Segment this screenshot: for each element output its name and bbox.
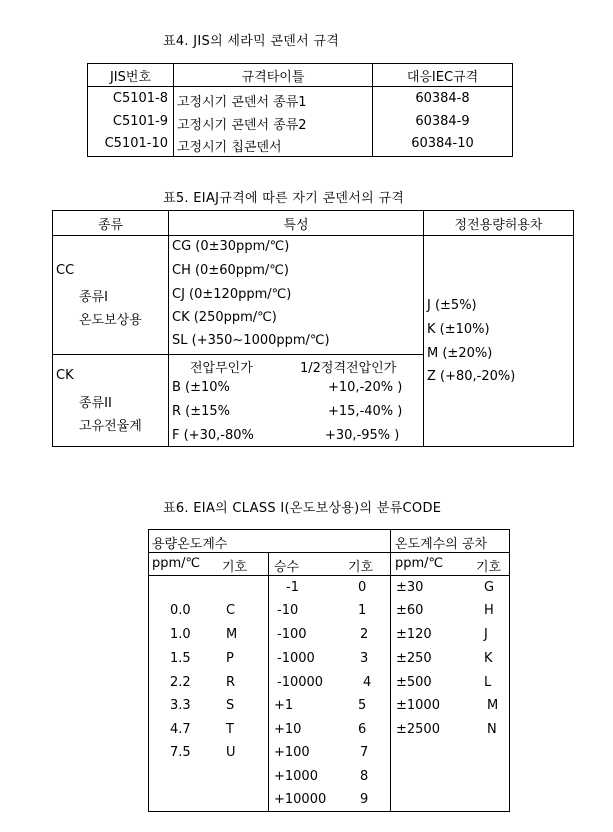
- tolerance-code: N: [487, 722, 497, 737]
- tolerance-value: ±2500: [396, 722, 440, 737]
- table4-cell-title: 고정시기 콘덴서 종류1: [177, 95, 307, 110]
- table4-cell-iec: 60384-9: [415, 114, 470, 129]
- tolerance-value: ±1000: [396, 698, 440, 713]
- cc-characteristic: SL (+350~1000ppm/℃): [172, 333, 330, 348]
- multiplier-value: +1000: [274, 769, 318, 784]
- table6-header-coefficient: 용량온도계수: [152, 537, 228, 552]
- coefficient-value: 1.5: [170, 651, 191, 666]
- table6-caption: 표6. EIA의 CLASS I(온도보상용)의 분류CODE: [163, 501, 442, 516]
- table4-cell-jis: C5101-8: [112, 91, 168, 106]
- table5-header-type: 종류: [97, 218, 124, 233]
- table6-sub-ppm: ppm/℃: [152, 556, 201, 571]
- table4-cell-title: 고정시기 칩콘덴서: [177, 140, 282, 155]
- coefficient-code: U: [226, 745, 236, 760]
- coefficient-code: M: [226, 627, 238, 642]
- coefficient-value: 3.3: [170, 698, 191, 713]
- ck-type-code: CK: [56, 368, 74, 383]
- tolerance-item: M (±20%): [427, 346, 493, 361]
- coefficient-value: 7.5: [170, 745, 191, 760]
- cc-characteristic: CG (0±30ppm/℃): [172, 239, 290, 254]
- table4-caption: 표4. JIS의 세라믹 콘덴서 규격: [163, 34, 340, 49]
- ck-type-class: 종류II: [79, 396, 112, 411]
- table6-sub-code: 기호: [222, 560, 248, 575]
- tolerance-code: G: [484, 580, 495, 595]
- ck-no-voltage-value: B (±10%: [172, 380, 230, 395]
- tolerance-code: L: [484, 675, 492, 690]
- tolerance-value: ±250: [396, 651, 432, 666]
- ck-no-voltage-value: R (±15%: [172, 404, 231, 419]
- table6-sub-multiplier-code: 기호: [348, 560, 374, 575]
- multiplier-code: 4: [363, 675, 372, 690]
- tolerance-item: J (±5%): [427, 298, 477, 313]
- multiplier-value: +10000: [274, 792, 327, 807]
- tolerance-value: ±30: [396, 580, 424, 595]
- tolerance-value: ±120: [396, 627, 432, 642]
- multiplier-code: 3: [360, 651, 369, 666]
- coefficient-code: S: [226, 698, 235, 713]
- multiplier-value: +100: [274, 745, 310, 760]
- multiplier-value: +1: [274, 698, 294, 713]
- tolerance-code: J: [484, 627, 488, 642]
- tolerance-code: K: [484, 651, 493, 666]
- table5-header-tolerance: 정전용량허용차: [454, 218, 543, 233]
- tolerance-value: ±60: [396, 603, 424, 618]
- table4-header-iec: 대응IEC규격: [406, 70, 479, 85]
- table4-cell-iec: 60384-10: [411, 136, 474, 151]
- table4-cell-jis: C5101-9: [112, 114, 168, 129]
- coefficient-code: R: [226, 675, 236, 690]
- multiplier-value: +10: [274, 722, 302, 737]
- multiplier-code: 9: [360, 792, 369, 807]
- multiplier-value: -1: [286, 580, 299, 595]
- tolerance-item: Z (+80,-20%): [427, 369, 516, 384]
- cc-characteristic: CJ (0±120ppm/℃): [172, 287, 292, 302]
- table4-cell-title: 고정시기 콘덴서 종류2: [177, 118, 307, 133]
- tolerance-code: M: [487, 698, 499, 713]
- ck-subheader-half-voltage: 1/2정격전압인가: [300, 361, 397, 376]
- coefficient-value: 0.0: [170, 603, 191, 618]
- multiplier-value: -10000: [277, 675, 324, 690]
- table4-cell-jis: C5101-10: [104, 136, 168, 151]
- tolerance-value: ±500: [396, 675, 432, 690]
- ck-half-voltage-value: +30,-95% ): [325, 428, 400, 443]
- table6-sub-multiplier: 승수: [274, 560, 300, 575]
- table4-cell-iec: 60384-8: [415, 91, 470, 106]
- coefficient-code: C: [226, 603, 236, 618]
- multiplier-code: 8: [360, 769, 369, 784]
- multiplier-value: -1000: [277, 651, 315, 666]
- ck-type-usage: 고유전율계: [79, 419, 142, 434]
- multiplier-code: 5: [358, 698, 367, 713]
- table6-header-tolerance: 온도계수의 공차: [395, 537, 488, 552]
- coefficient-code: T: [226, 722, 234, 737]
- multiplier-code: 2: [360, 627, 369, 642]
- table5-header-characteristic: 특성: [283, 218, 309, 233]
- table4-header-title: 규격타이틀: [241, 70, 305, 85]
- ck-half-voltage-value: +15,-40% ): [328, 404, 403, 419]
- coefficient-value: 2.2: [170, 675, 191, 690]
- multiplier-code: 0: [358, 580, 367, 595]
- multiplier-code: 1: [358, 603, 367, 618]
- coefficient-code: P: [226, 651, 234, 666]
- cc-type-code: CC: [56, 263, 75, 278]
- table6-sub-tol-code: 기호: [476, 560, 502, 575]
- ck-subheader-no-voltage: 전압무인가: [190, 361, 253, 376]
- cc-characteristic: CK (250ppm/℃): [172, 310, 277, 325]
- tolerance-item: K (±10%): [427, 322, 490, 337]
- cc-characteristic: CH (0±60ppm/℃): [172, 263, 289, 278]
- tolerance-code: H: [484, 603, 494, 618]
- multiplier-value: -10: [277, 603, 299, 618]
- multiplier-code: 7: [360, 745, 369, 760]
- table6-sub-tol-ppm: ppm/℃: [395, 556, 444, 571]
- ck-no-voltage-value: F (+30,-80%: [172, 428, 254, 443]
- coefficient-value: 1.0: [170, 627, 191, 642]
- coefficient-value: 4.7: [170, 722, 191, 737]
- cc-type-usage: 온도보상용: [79, 313, 142, 328]
- ck-half-voltage-value: +10,-20% ): [328, 380, 403, 395]
- multiplier-value: -100: [277, 627, 307, 642]
- cc-type-class: 종류I: [79, 290, 108, 305]
- table5-caption: 표5. EIAJ규격에 따른 자기 콘덴서의 규격: [163, 191, 405, 206]
- table4-header-jis-number: JIS번호: [109, 70, 152, 85]
- multiplier-code: 6: [358, 722, 367, 737]
